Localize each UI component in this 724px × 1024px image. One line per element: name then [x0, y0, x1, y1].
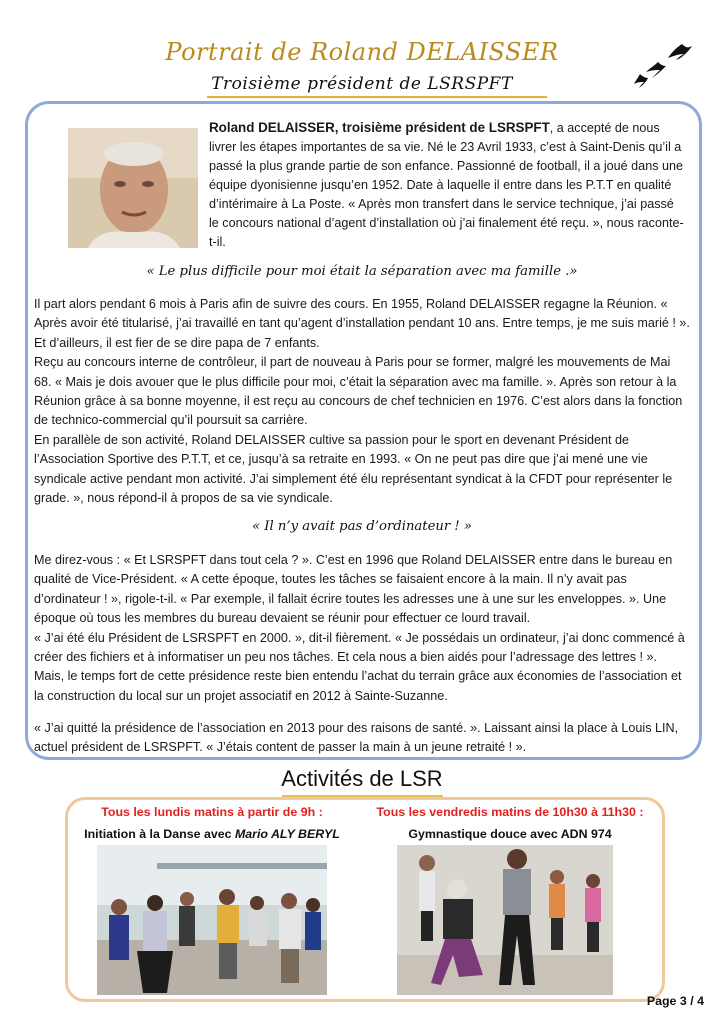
activity-dance	[68, 804, 356, 843]
page-number: Page 3 / 4	[646, 994, 704, 1008]
activity-schedule: Tous les vendredis matins de 10h30 à 11h30 :	[376, 805, 644, 819]
paragraph: Me direz-vous : « Et LSRSPFT dans tout cela ? ». C’est en 1996 que Roland DELAISSER entre dans le bureau en qualité de Vice-Président. « A cette époque, toutes les tâches se faisaient encore à la main. Il n’y avait pas d’ordinateur ! », rigole-t-il. « Par exemple, il fallait écrire toutes les adresses une à une sur les enveloppes. ». Une époque où tous les membres du bureau devaient se réunir pour effectuer ce lourd travail.	[34, 553, 673, 626]
swallows-icon	[632, 40, 694, 88]
activity-schedule: Tous les lundis matins à partir de 9h :	[101, 805, 323, 819]
intro-paragraph	[209, 118, 687, 252]
article-body-b	[34, 551, 690, 706]
paragraph: En parallèle de son activité, Roland DELAISSER cultive sa passion pour le sport en devenant Président de l’Association Sportive des P.T.T, et ce, jusqu’à sa retraite en 1993. « On ne peut pas dire que j’ai mené une vie syndicale active pendant mon activité. J’ai simplement été élu représentant syndicat à la CFDT pour représenter le grade. », nous répond-il à propos de sa vie syndicale.	[34, 432, 673, 506]
intro-text: , a accepté de nous livrer les étapes importantes de sa vie. Né le 23 Avril 1933, c’est à Saint-Denis qu’il a passé la plus grande partie de son enfance. Passionné de football, il a joué dans une équipe dyonisienne jusqu’en 1952. Date à laquelle il entre dans les P.T.T en qualité d’intérimaire à La Poste. « Après mon transfert dans le service technique, j’ai passé le concours national d’agent d’installation où j’ai finalement été reçu. », nous raconte-t-il.	[209, 121, 684, 249]
paragraph: Il part alors pendant 6 mois à Paris afin de suivre des cours. En 1955, Roland DELAISSER regagne la Réunion. « Après avoir été titularisé, j’ai travaillé en tant qu’agent d’installation pendant 10 ans. Entre temps, je me suis marié ! ». Et d’ailleurs, il est fier de se dire papa de 7 enfants.	[34, 297, 690, 350]
page-title: Portrait de Roland DELAISSER	[165, 38, 559, 66]
portrait-photo	[68, 128, 198, 248]
instructor-name: Mario ALY BERYL	[234, 827, 340, 841]
activities-title: Activités de LSR	[281, 766, 443, 791]
activity-description: Gymnastique douce avec ADN 974	[408, 827, 612, 841]
paragraph: Reçu au concours interne de contrôleur, il part de nouveau à Paris pour se former, malgré les mouvements de Mai 68. « Mais je dois avouer que le plus difficile pour moi, c’était la séparation avec ma famille. ». Après son retour à la Réunion grâce à sa bonne moyenne, il est reçu au concours de chef technicien en 1976. C’est alors dans la fonction de technico-commercial qu’il poursuit sa carrière.	[34, 355, 683, 428]
pull-quote-family: « Le plus difficile pour moi était la séparation avec ma famille .»	[146, 264, 578, 279]
intro-lead: Roland DELAISSER, troisième président de LSRSPFT	[209, 120, 550, 135]
paragraph: « J’ai été élu Président de LSRSPFT en 2000. », dit-il fièrement. « Je possédais un ordinateur, j’ai donc commencé à créer des fichiers et à informatiser un peu nos tâches. Et cela nous a bien aidés pour l’adressage des lettres ! ». Mais, le temps fort de cette présidence reste bien entendu l’achat du terrain grâce aux économies de l’association et la construction du local sur un projet associatif en 2012 à Sainte-Suzanne.	[34, 630, 685, 703]
activity-gym	[360, 804, 660, 843]
title-underline	[207, 96, 547, 98]
activity-text: Initiation à la Danse avec	[84, 827, 235, 841]
article-body-a	[34, 295, 690, 508]
gymnastics-photo	[397, 845, 613, 995]
pull-quote-computer: « Il n’y avait pas d’ordinateur ! »	[252, 519, 472, 534]
activity-description	[68, 825, 356, 843]
dance-photo	[97, 845, 327, 995]
paragraph: « J’ai quitté la présidence de l’association en 2013 pour des raisons de santé. ». Laissant ainsi la place à Louis LIN, actuel président de LSRSPFT. « J’étais content de passer la main à un jeune retraité ! ».	[34, 721, 679, 755]
article-body-c	[34, 719, 690, 758]
page-subtitle: Troisième président de LSRSPFT	[211, 74, 513, 94]
